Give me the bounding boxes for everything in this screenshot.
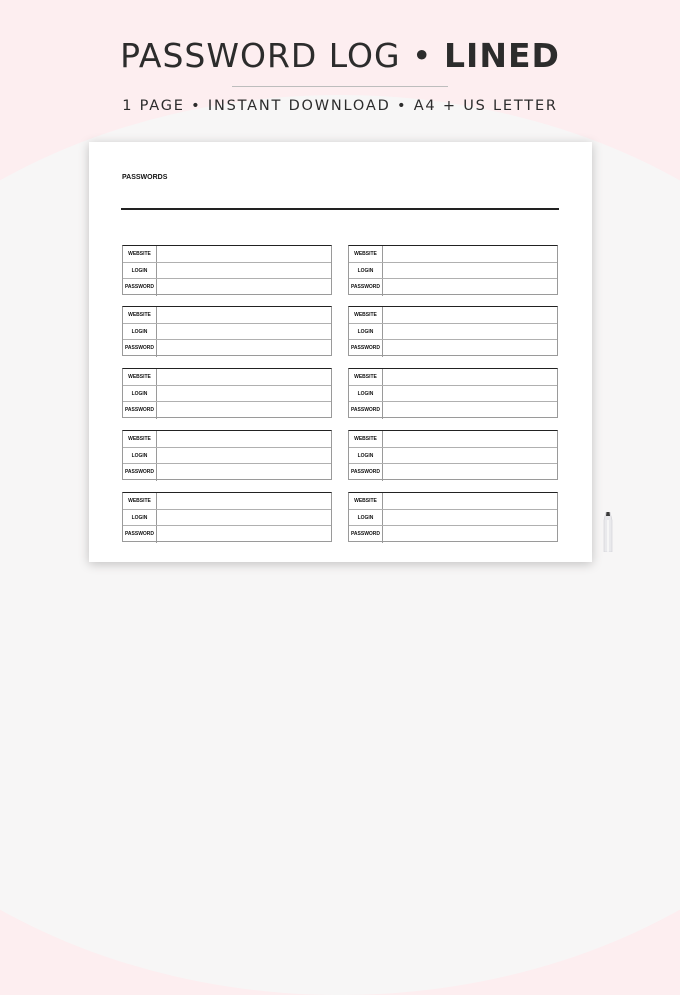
password-label: PASSWORD [349,340,383,356]
password-entry [348,245,558,295]
password-label: PASSWORD [123,279,157,295]
website-blank-field [383,307,557,323]
entry-row-login [349,385,557,402]
entry-row-website [123,493,331,509]
entry-row-login [349,509,557,526]
password-entry [122,368,332,418]
login-blank-field [383,324,557,340]
website-blank-field [383,431,557,447]
website-label: WEBSITE [123,493,157,509]
password-entry [122,306,332,356]
login-label: LOGIN [123,263,157,279]
login-label: LOGIN [123,510,157,526]
login-label: LOGIN [349,510,383,526]
printable-sheet [89,142,592,562]
website-label: WEBSITE [349,307,383,323]
password-entry [348,306,558,356]
entry-row-website [123,431,331,447]
page-subtitle: 1 PAGE • INSTANT DOWNLOAD • A4 + US LETTER [122,98,558,114]
website-blank-field [383,493,557,509]
password-blank-field [157,526,331,542]
login-label: LOGIN [349,324,383,340]
entry-row-website [349,246,557,262]
header-divider [232,86,448,87]
website-label: WEBSITE [123,431,157,447]
entry-row-website [123,307,331,323]
password-entry [348,368,558,418]
login-blank-field [383,386,557,402]
password-blank-field [157,402,331,418]
website-label: WEBSITE [123,307,157,323]
entry-row-password [349,463,557,480]
website-blank-field [157,246,331,262]
entry-row-website [123,369,331,385]
entry-row-password [123,339,331,356]
entry-row-login [123,323,331,340]
password-blank-field [383,279,557,295]
title-regular: PASSWORD LOG • [120,36,433,75]
entry-row-website [349,493,557,509]
login-label: LOGIN [349,386,383,402]
login-label: LOGIN [349,448,383,464]
entry-row-website [123,246,331,262]
password-label: PASSWORD [349,526,383,542]
sheet-title: PASSWORDS [122,174,168,181]
website-blank-field [383,369,557,385]
sheet-title-rule [121,208,559,210]
entry-row-password [123,401,331,418]
website-blank-field [157,307,331,323]
website-label: WEBSITE [349,369,383,385]
login-label: LOGIN [123,448,157,464]
entry-row-website [349,307,557,323]
entry-row-login [349,323,557,340]
entry-row-password [349,401,557,418]
password-entry [122,245,332,295]
login-blank-field [383,448,557,464]
website-blank-field [383,246,557,262]
login-blank-field [157,263,331,279]
entry-row-password [349,339,557,356]
password-label: PASSWORD [123,402,157,418]
entry-row-login [123,509,331,526]
password-entry [122,492,332,542]
password-label: PASSWORD [349,464,383,480]
password-blank-field [157,340,331,356]
website-label: WEBSITE [349,246,383,262]
login-label: LOGIN [123,324,157,340]
login-label: LOGIN [349,263,383,279]
page-title [0,36,680,75]
password-blank-field [383,464,557,480]
password-label: PASSWORD [349,402,383,418]
entry-row-website [349,369,557,385]
login-blank-field [383,263,557,279]
password-label: PASSWORD [349,279,383,295]
password-entry [348,492,558,542]
password-blank-field [383,526,557,542]
title-bold: LINED [444,36,560,75]
pen-icon [601,512,615,552]
entry-row-password [123,525,331,542]
website-blank-field [157,369,331,385]
website-label: WEBSITE [123,369,157,385]
password-blank-field [157,279,331,295]
entry-row-website [349,431,557,447]
password-entry [122,430,332,480]
login-blank-field [157,386,331,402]
website-label: WEBSITE [349,431,383,447]
login-blank-field [157,510,331,526]
login-blank-field [383,510,557,526]
password-label: PASSWORD [123,464,157,480]
website-label: WEBSITE [349,493,383,509]
entry-row-password [349,278,557,295]
entry-row-login [349,447,557,464]
entry-row-login [123,262,331,279]
website-blank-field [157,493,331,509]
website-label: WEBSITE [123,246,157,262]
listing-header [0,0,680,130]
password-entry [348,430,558,480]
login-label: LOGIN [123,386,157,402]
login-blank-field [157,324,331,340]
login-blank-field [157,448,331,464]
password-blank-field [157,464,331,480]
entry-row-password [349,525,557,542]
entry-row-login [123,447,331,464]
website-blank-field [157,431,331,447]
entry-row-password [123,278,331,295]
password-blank-field [383,402,557,418]
password-label: PASSWORD [123,526,157,542]
password-blank-field [383,340,557,356]
entry-row-password [123,463,331,480]
password-label: PASSWORD [123,340,157,356]
entry-row-login [123,385,331,402]
entry-row-login [349,262,557,279]
